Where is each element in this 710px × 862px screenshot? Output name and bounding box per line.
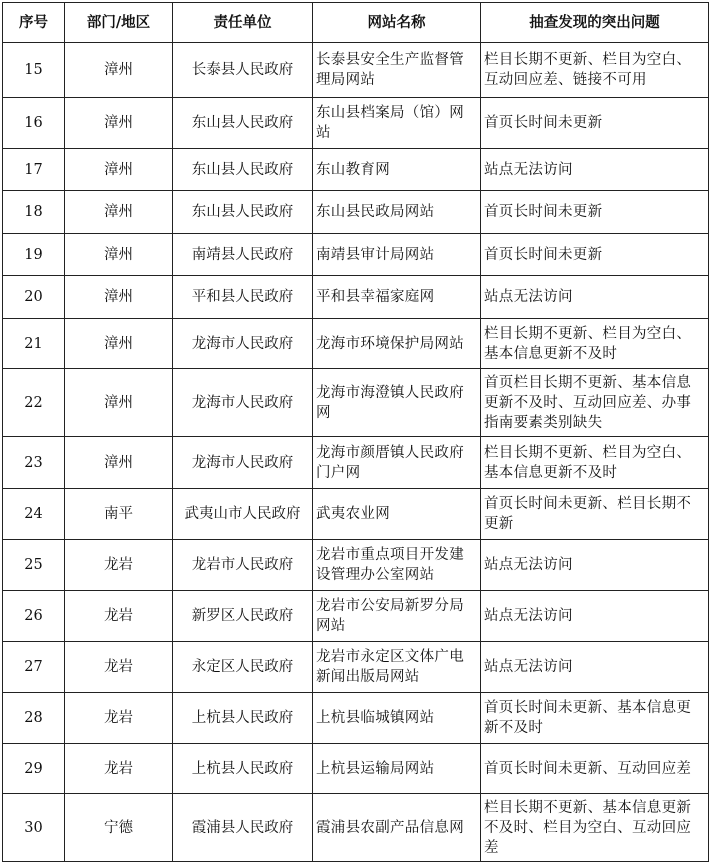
cell-issues: 站点无法访问: [481, 591, 709, 642]
cell-site-name: 上杭县临城镇网站: [313, 693, 481, 744]
cell-site-name: 东山教育网: [313, 149, 481, 191]
cell-issues: 首页栏目长期不更新、基本信息更新不及时、互动回应差、办事指南要素类别缺失: [481, 369, 709, 437]
cell-unit: 龙海市人民政府: [173, 369, 313, 437]
cell-region: 漳州: [65, 149, 173, 191]
cell-site-name: 龙岩市永定区文体广电新闻出版局网站: [313, 642, 481, 693]
table-row: [3, 191, 709, 234]
cell-issues: 栏目长期不更新、栏目为空白、基本信息更新不及时: [481, 437, 709, 489]
header-site-name: 网站名称: [313, 3, 481, 43]
cell-number: 24: [3, 489, 65, 540]
header-issues: 抽查发现的突出问题: [481, 3, 709, 43]
cell-issues: 首页长时间未更新、基本信息更新不及时: [481, 693, 709, 744]
cell-issues: 站点无法访问: [481, 540, 709, 591]
cell-number: 20: [3, 276, 65, 319]
cell-number: 28: [3, 693, 65, 744]
table-row: [3, 489, 709, 540]
table-row: [3, 437, 709, 489]
cell-site-name: 平和县幸福家庭网: [313, 276, 481, 319]
cell-region: 漳州: [65, 98, 173, 149]
cell-issues: 首页长时间未更新、栏目长期不更新: [481, 489, 709, 540]
table-row: [3, 369, 709, 437]
table-row: [3, 149, 709, 191]
table-row: [3, 693, 709, 744]
cell-region: 南平: [65, 489, 173, 540]
table-row: [3, 744, 709, 794]
cell-site-name: 龙海市海澄镇人民政府网: [313, 369, 481, 437]
cell-unit: 龙岩市人民政府: [173, 540, 313, 591]
table-row: [3, 540, 709, 591]
cell-issues: 栏目长期不更新、栏目为空白、基本信息更新不及时: [481, 319, 709, 369]
cell-issues: 首页长时间未更新、互动回应差: [481, 744, 709, 794]
cell-unit: 霞浦县人民政府: [173, 794, 313, 862]
cell-unit: 东山县人民政府: [173, 98, 313, 149]
cell-region: 漳州: [65, 234, 173, 276]
cell-site-name: 霞浦县农副产品信息网: [313, 794, 481, 862]
table-row: [3, 642, 709, 693]
cell-number: 30: [3, 794, 65, 862]
cell-number: 22: [3, 369, 65, 437]
cell-region: 龙岩: [65, 693, 173, 744]
cell-number: 19: [3, 234, 65, 276]
cell-issues: 站点无法访问: [481, 642, 709, 693]
header-region: 部门/地区: [65, 3, 173, 43]
table-row: [3, 276, 709, 319]
table-row: [3, 319, 709, 369]
cell-number: 27: [3, 642, 65, 693]
table-header: [3, 3, 709, 43]
table-row: [3, 43, 709, 98]
cell-site-name: 上杭县运输局网站: [313, 744, 481, 794]
table-row: [3, 234, 709, 276]
cell-site-name: 南靖县审计局网站: [313, 234, 481, 276]
cell-region: 漳州: [65, 319, 173, 369]
cell-region: 漳州: [65, 437, 173, 489]
cell-unit: 东山县人民政府: [173, 149, 313, 191]
cell-number: 16: [3, 98, 65, 149]
cell-region: 龙岩: [65, 744, 173, 794]
header-unit: 责任单位: [173, 3, 313, 43]
cell-unit: 东山县人民政府: [173, 191, 313, 234]
cell-site-name: 龙岩市重点项目开发建设管理办公室网站: [313, 540, 481, 591]
table-body: [3, 43, 709, 862]
cell-number: 21: [3, 319, 65, 369]
cell-region: 龙岩: [65, 540, 173, 591]
cell-issues: 栏目长期不更新、栏目为空白、互动回应差、链接不可用: [481, 43, 709, 98]
cell-unit: 上杭县人民政府: [173, 693, 313, 744]
cell-site-name: 长泰县安全生产监督管理局网站: [313, 43, 481, 98]
cell-number: 25: [3, 540, 65, 591]
cell-issues: 首页长时间未更新: [481, 98, 709, 149]
cell-region: 龙岩: [65, 591, 173, 642]
cell-number: 18: [3, 191, 65, 234]
cell-unit: 南靖县人民政府: [173, 234, 313, 276]
cell-unit: 上杭县人民政府: [173, 744, 313, 794]
cell-region: 漳州: [65, 369, 173, 437]
cell-site-name: 龙海市颜厝镇人民政府门户网: [313, 437, 481, 489]
header-row: [3, 3, 709, 43]
cell-issues: 首页长时间未更新: [481, 191, 709, 234]
cell-unit: 武夷山市人民政府: [173, 489, 313, 540]
cell-site-name: 龙海市环境保护局网站: [313, 319, 481, 369]
cell-site-name: 武夷农业网: [313, 489, 481, 540]
inspection-results-table: [2, 2, 709, 862]
cell-site-name: 东山县档案局（馆）网站: [313, 98, 481, 149]
cell-region: 龙岩: [65, 642, 173, 693]
cell-number: 17: [3, 149, 65, 191]
cell-issues: 栏目长期不更新、基本信息更新不及时、栏目为空白、互动回应差: [481, 794, 709, 862]
cell-unit: 永定区人民政府: [173, 642, 313, 693]
table-row: [3, 591, 709, 642]
cell-unit: 龙海市人民政府: [173, 437, 313, 489]
cell-number: 26: [3, 591, 65, 642]
cell-site-name: 东山县民政局网站: [313, 191, 481, 234]
cell-issues: 首页长时间未更新: [481, 234, 709, 276]
cell-number: 29: [3, 744, 65, 794]
cell-number: 15: [3, 43, 65, 98]
cell-site-name: 龙岩市公安局新罗分局网站: [313, 591, 481, 642]
cell-unit: 长泰县人民政府: [173, 43, 313, 98]
cell-unit: 平和县人民政府: [173, 276, 313, 319]
cell-region: 漳州: [65, 191, 173, 234]
cell-unit: 新罗区人民政府: [173, 591, 313, 642]
cell-issues: 站点无法访问: [481, 276, 709, 319]
table-row: [3, 794, 709, 862]
cell-region: 宁德: [65, 794, 173, 862]
header-number: 序号: [3, 3, 65, 43]
cell-region: 漳州: [65, 43, 173, 98]
table-row: [3, 98, 709, 149]
cell-unit: 龙海市人民政府: [173, 319, 313, 369]
cell-issues: 站点无法访问: [481, 149, 709, 191]
cell-number: 23: [3, 437, 65, 489]
cell-region: 漳州: [65, 276, 173, 319]
